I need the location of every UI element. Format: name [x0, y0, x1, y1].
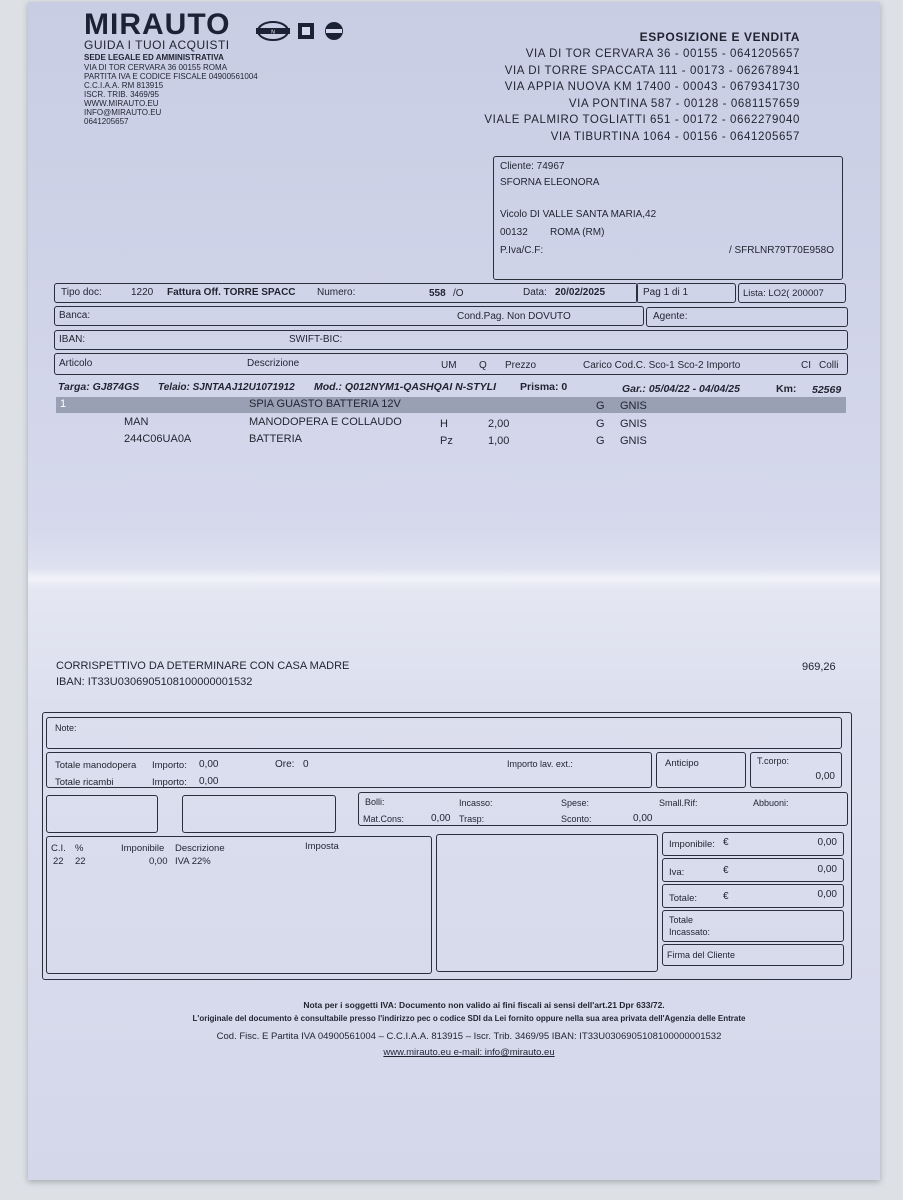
vat-col-imposta: Imposta	[305, 841, 339, 852]
vat-total-value: 0,00	[817, 864, 837, 875]
discount-value: 0,00	[633, 813, 653, 824]
grand-total-label: Totale:	[669, 893, 697, 904]
legal-line: PARTITA IVA E CODICE FISCALE 04900561004	[84, 72, 258, 81]
table-row-1-descrizione: SPIA GUASTO BATTERIA 12V	[249, 398, 401, 410]
table-row-3-um: Pz	[440, 435, 453, 447]
legal-line: WWW.MIRAUTO.EU	[84, 99, 159, 108]
labor-amount: 0,00	[199, 759, 219, 770]
vehicle-plate: Targa: GJ874GS	[58, 381, 140, 393]
doc-type-code: 1220	[131, 287, 154, 298]
taxable-value: 0,00	[817, 837, 837, 848]
blank-box-2	[182, 795, 336, 833]
payment-condition: Cond.Pag. Non DOVUTO	[457, 311, 571, 322]
table-header	[54, 353, 848, 375]
vat-col-ci: C.I.	[51, 843, 66, 854]
grand-total-currency: €	[723, 891, 729, 902]
legal-line: VIA DI TOR CERVARA 36 00155 ROMA	[84, 63, 228, 72]
external-work-label: Importo lav. ext.:	[507, 759, 573, 769]
row-highlight	[56, 397, 846, 413]
corrispettivo-text: CORRISPETTIVO DA DETERMINARE CON CASA MADRE	[56, 660, 350, 672]
taxable-box	[662, 832, 844, 856]
vehicle-model: Mod.: Q012NYM1-QASHQAI N-STYLI	[314, 381, 497, 393]
expo-line: VIA TIBURTINA 1064 - 00156 - 0641205657	[550, 130, 800, 143]
doc-number-label: Numero:	[317, 287, 356, 298]
corrispettivo-amount: 969,26	[802, 661, 836, 673]
vat-row-ci: 22	[53, 856, 64, 867]
expo-line: VIA DI TOR CERVARA 36 - 00155 - 0641205657	[525, 48, 800, 60]
vehicle-chassis: Telaio: SJNTAAJ12U1071912	[158, 382, 295, 393]
vat-row-pct: 22	[75, 856, 86, 867]
client-street: Vicolo DI VALLE SANTA MARIA,42	[500, 209, 657, 220]
vat-col-descrizione: Descrizione	[175, 843, 225, 854]
notes-label: Note:	[55, 723, 77, 733]
client-piva-value: / SFRLNR79T70E958O	[728, 245, 834, 256]
expo-line: VIALE PALMIRO TOGLIATTI 651 - 00172 - 0662279040	[484, 114, 800, 126]
table-row-3-articolo: 244C06UA0A	[124, 433, 192, 445]
corrispettivo-iban: IBAN: IT33U0306905108100000001532	[56, 676, 253, 688]
company-logo: MIRAUTO	[84, 8, 231, 41]
expo-addresses	[484, 46, 800, 145]
col-carico-codc-sconti-importo: Carico Cod.C. Sco-1 Sco-2 Importo	[583, 360, 741, 371]
advance-box	[656, 752, 746, 788]
fiat-logo-icon	[296, 21, 316, 41]
footer-line-3: Cod. Fisc. E Partita IVA 04900561004 – C.C.I.A.A. 813915 – Iscr. Trib. 3469/95 IBAN: IT33U0306905108100000001532	[216, 1031, 722, 1042]
list-code: Lista: LO2( 200007	[743, 288, 824, 299]
vat-total-currency: €	[723, 865, 729, 876]
doc-number: 558	[429, 288, 446, 299]
vehicle-prisma: Prisma: 0	[520, 381, 568, 393]
paper-fold	[28, 568, 880, 590]
vehicle-km-label: Km:	[776, 383, 797, 395]
allowances-label: Abbuoni:	[753, 798, 789, 808]
page-indicator: Pag 1 di 1	[643, 287, 689, 298]
collected-label-1: Totale	[669, 915, 694, 925]
collected-label-2: Incassato:	[669, 927, 711, 937]
bank-label: Banca:	[59, 310, 91, 321]
stamps-label: Bolli:	[365, 797, 385, 807]
materials-value: 0,00	[431, 813, 451, 824]
legal-title: SEDE LEGALE ED AMMINISTRATIVA	[84, 53, 224, 62]
parts-amount-label: Importo:	[152, 777, 187, 788]
doc-type-desc: Fattura Off. TORRE SPACC	[167, 287, 296, 298]
client-code: Cliente: 74967	[500, 161, 565, 172]
client-box	[493, 156, 843, 280]
labor-parts-box	[46, 752, 652, 788]
vat-box	[46, 836, 432, 974]
vat-total-label: Iva:	[669, 867, 685, 878]
parts-amount: 0,00	[199, 776, 219, 787]
signature-label: Firma del Cliente	[667, 950, 736, 960]
tcorpo-box	[750, 752, 842, 788]
footer-line-2: L'originale del documento è consultabile presso l'indirizzo pec o codice SDI da Lei fornito oppure nella sua area privata dell'Agenzia delle Entrate	[192, 1014, 746, 1023]
nissan-logo-icon	[254, 20, 292, 42]
table-row-1-codc: G	[596, 400, 605, 412]
vat-row-imponibile: 0,00	[149, 856, 168, 867]
client-cap: 00132	[500, 227, 528, 238]
vehicle-km: 52569	[812, 384, 842, 396]
vat-col-pct: %	[75, 843, 84, 854]
footer-vat-note	[44, 1000, 894, 1010]
col-descrizione: Descrizione	[247, 358, 300, 369]
legal-line: C.C.I.A.A. RM 813915	[84, 81, 164, 90]
hours-value: 0	[303, 759, 309, 770]
lancia-logo-icon	[321, 20, 347, 42]
advance-label: Anticipo	[665, 758, 699, 769]
small-ref-label: Small.Rif:	[659, 798, 698, 808]
table-row-2-q: 2,00	[488, 418, 510, 430]
page-box	[636, 283, 736, 303]
iban-box	[54, 330, 848, 350]
materials-label: Mat.Cons:	[363, 814, 405, 824]
taxable-label: Imponibile:	[669, 839, 715, 850]
expo-line: VIA DI TORRE SPACCATA 111 - 00173 - 062678941	[504, 64, 800, 77]
svg-text:N: N	[271, 29, 275, 36]
doc-type-label: Tipo doc:	[61, 287, 102, 298]
blank-box-3	[436, 834, 658, 972]
doc-type-box	[54, 283, 638, 303]
collection-label: Incasso:	[459, 798, 493, 808]
vat-row-descrizione: IVA 22%	[175, 856, 211, 867]
vat-col-imponibile: Imponibile	[121, 843, 165, 854]
doc-date-label: Data:	[523, 287, 547, 298]
table-row-3-ci: GNIS	[620, 435, 647, 447]
expo-title: ESPOSIZIONE E VENDITA	[639, 30, 800, 44]
vat-total-box	[662, 858, 844, 882]
bank-box	[54, 306, 644, 326]
legal-line: ISCR. TRIB. 3469/95	[84, 90, 159, 99]
doc-date: 20/02/2025	[555, 287, 606, 298]
legal-line: INFO@MIRAUTO.EU	[84, 108, 162, 117]
table-row-3-q: 1,00	[488, 435, 510, 447]
client-piva-label: P.Iva/C.F:	[500, 245, 544, 256]
brand-icons	[254, 20, 347, 42]
table-row-2-articolo: MAN	[124, 416, 149, 428]
taxable-currency: €	[723, 837, 729, 848]
discount-label: Sconto:	[561, 814, 592, 824]
legal-address	[84, 63, 258, 126]
charges-box	[358, 792, 848, 826]
client-city: ROMA (RM)	[550, 227, 605, 238]
swift-label: SWIFT-BIC:	[289, 334, 343, 345]
company-tagline: GUIDA I TUOI ACQUISTI	[84, 38, 230, 52]
signature-box	[662, 944, 844, 966]
expo-line: VIA APPIA NUOVA KM 17400 - 00043 - 0679341730	[504, 81, 800, 93]
hours-label: Ore:	[275, 759, 295, 770]
expenses-label: Spese:	[561, 798, 590, 808]
labor-total-label: Totale manodopera	[55, 760, 137, 771]
footer-line-1: Nota per i soggetti IVA: Documento non valido ai fini fiscali ai sensi dell'art.21 Dpr 633/72.	[303, 1000, 665, 1010]
table-row-3-descrizione: BATTERIA	[249, 433, 302, 445]
footer	[44, 1000, 894, 1058]
parts-total-label: Totale ricambi	[55, 777, 114, 788]
collected-box	[662, 910, 844, 942]
table-row-1-articolo: 1	[60, 398, 67, 410]
footer-line-4: www.mirauto.eu e-mail: info@mirauto.eu	[383, 1047, 555, 1058]
list-box	[738, 283, 846, 303]
col-colli: Colli	[819, 360, 839, 371]
agent-label: Agente:	[653, 311, 688, 322]
blank-box-1	[46, 795, 158, 833]
vehicle-warranty: Gar.: 05/04/22 - 04/04/25	[622, 383, 740, 395]
tcorpo-value: 0,00	[815, 771, 835, 782]
table-row-2-descrizione: MANODOPERA E COLLAUDO	[249, 416, 402, 428]
col-ci: CI	[801, 360, 811, 371]
table-row-2-um: H	[440, 418, 448, 430]
agent-box	[646, 307, 848, 327]
table-row-3-codc: G	[596, 435, 605, 447]
expo-line: VIA PONTINA 587 - 00128 - 0681157659	[568, 97, 800, 110]
legal-line: 0641205657	[84, 117, 129, 126]
col-prezzo: Prezzo	[505, 360, 537, 371]
table-row-2-ci: GNIS	[620, 418, 647, 430]
transport-label: Trasp:	[459, 814, 485, 824]
vehicle-row	[58, 381, 139, 393]
table-row-1-ci: GNIS	[620, 400, 647, 412]
iban-label: IBAN:	[59, 334, 86, 345]
doc-number-suffix: /O	[453, 288, 464, 299]
client-name: SFORNA ELEONORA	[500, 177, 600, 188]
labor-amount-label: Importo:	[152, 760, 187, 771]
table-row-2-codc: G	[596, 418, 605, 430]
col-q: Q	[479, 360, 487, 371]
notes-box	[46, 717, 842, 749]
col-um: UM	[441, 360, 457, 371]
tcorpo-label: T.corpo:	[757, 756, 790, 766]
grand-total-box	[662, 884, 844, 908]
col-articolo: Articolo	[59, 358, 93, 369]
grand-total-value: 0,00	[817, 889, 837, 900]
